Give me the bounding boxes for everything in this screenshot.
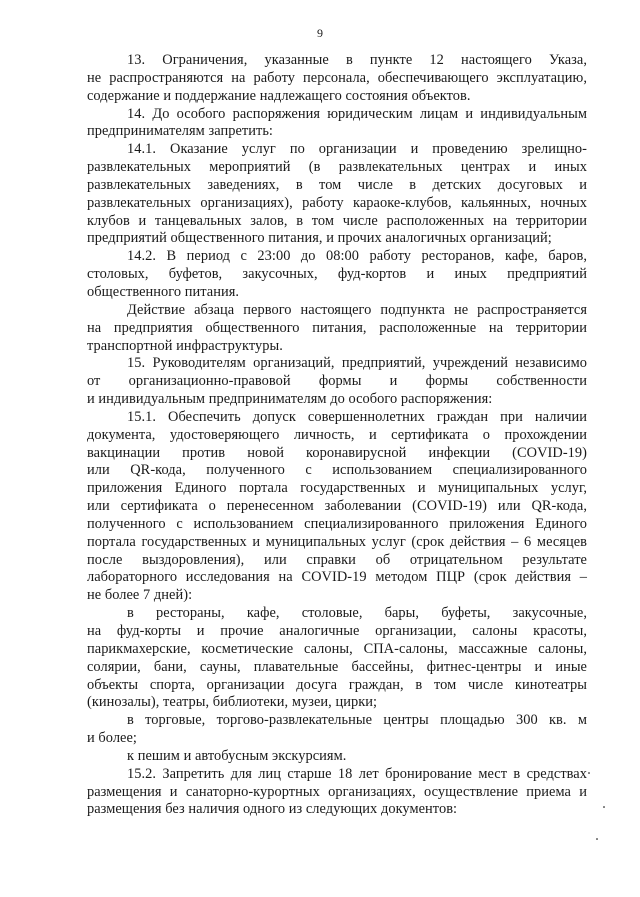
text-line: столовых, буфетов, закусочных, фуд-кортов и иных предприятий [87, 266, 587, 283]
text-line: приложения Единого портала государственных и муниципальных услуг, [87, 480, 587, 497]
text-line: размещения без наличия одного из следующих документов: [87, 801, 458, 818]
text-line: транспортной инфраструктуры. [87, 337, 283, 354]
text-line: полученного с использованием специализированного приложения Единого [87, 515, 587, 532]
text-line: на фуд-корты и прочие аналогичные организации, салоны красоты, [87, 623, 587, 639]
text-line: предпринимателям запретить: [87, 123, 273, 140]
page-number: 9 [317, 26, 323, 40]
document-body [87, 52, 587, 819]
text-line: к пешим и автобусным экскурсиям. [127, 747, 347, 764]
text-line: Действие абзаца первого настоящего подпункта не распространяется [127, 301, 587, 318]
paragraph-p15 [87, 355, 587, 409]
paragraph-p15-2 [87, 766, 587, 820]
text-line: общественного питания. [87, 283, 240, 300]
text-line: в торговые, торгово-развлекательные центры площадью 300 кв. м [127, 712, 587, 729]
text-line: предприятий общественного питания, и прочих аналогичных организаций; [87, 230, 552, 247]
text-line: и индивидуальным предпринимателям до особого распоряжения: [87, 391, 493, 408]
text-line: развлекательных мероприятий (в развлекательных центрах и иных [87, 159, 587, 176]
text-line: вакцинации против новой коронавирусной инфекции (COVID-19) [87, 444, 587, 461]
scan-speck [603, 806, 605, 808]
text-line: лабораторного исследования на COVID-19 методом ПЦР (срок действия – [87, 569, 587, 586]
scan-speck [596, 838, 598, 840]
paragraph-p15-1-c [87, 748, 587, 766]
text-line: не распространяются на работу персонала, обеспечивающего эксплуатацию, [87, 69, 587, 86]
scan-speck [588, 772, 590, 774]
text-line: после выздоровления), или справки об отрицательном результате [87, 551, 587, 568]
paragraph-p13 [87, 52, 587, 106]
text-line: от организационно-правовой формы и формы собственности [87, 373, 587, 390]
text-line: и более; [87, 730, 137, 747]
paragraph-p15-1 [87, 409, 587, 605]
text-line: размещения и санаторно-курортных организациях, осуществление приема и [87, 783, 587, 800]
text-line: объекты спорта, организации досуга граждан, в том числе кинотеатры [87, 676, 587, 693]
text-line: портала государственных и муниципальных услуг (срок действия – 6 месяцев [87, 533, 587, 550]
text-line: или сертификата о перенесенном заболевании (COVID-19) или QR-кода, [87, 498, 587, 515]
paragraph-p14-2 [87, 248, 587, 302]
text-line: 14. До особого распоряжения юридическим лицам и индивидуальным [127, 105, 587, 122]
text-line: солярии, бани, сауны, плавательные бассейны, фитнес-центры и иные [87, 658, 587, 675]
text-line: парикмахерские, косметические салоны, СПА-салоны, массажные салоны, [87, 640, 587, 657]
paragraph-p14-1 [87, 141, 587, 248]
text-line: документа, удостоверяющего личность, и сертификата о прохождении [87, 426, 587, 443]
text-line: развлекательных организациях), работу караоке-клубов, кальянных, ночных [87, 194, 587, 211]
text-line: 14.2. В период с 23:00 до 08:00 работу ресторанов, кафе, баров, [127, 248, 587, 265]
text-line: 15.2. Запретить для лиц старше 18 лет бронирование мест в средствах [127, 765, 587, 782]
text-line: на предприятия общественного питания, расположенные на территории [87, 319, 587, 336]
text-line: в рестораны, кафе, столовые, бары, буфеты, закусочные, [127, 605, 587, 622]
text-line: 15.1. Обеспечить допуск совершеннолетних граждан при наличии [127, 408, 587, 425]
text-line: клубов и танцевальных залов, в том числе расположенных на территории [87, 212, 587, 229]
text-line: не более 7 дней): [87, 587, 193, 604]
paragraph-p15-1-a [87, 605, 587, 712]
paragraph-p15-1-b [87, 712, 587, 748]
text-line: или QR-кода, полученного с использованием специализированного [87, 462, 587, 479]
text-line: (кинозалы), театры, библиотеки, музеи, цирки; [87, 694, 378, 711]
paragraph-p14-2-note [87, 302, 587, 356]
text-line: содержание и поддержание надлежащего состояния объектов. [87, 87, 471, 104]
text-line: 13. Ограничения, указанные в пункте 12 настоящего Указа, [127, 52, 587, 68]
paragraph-p14 [87, 106, 587, 142]
text-line: 15. Руководителям организаций, предприятий, учреждений независимо [127, 355, 587, 372]
text-line: развлекательных заведениях, в том числе в детских досуговых и [87, 176, 587, 193]
text-line: 14.1. Оказание услуг по организации и проведению зрелищно- [127, 141, 587, 158]
